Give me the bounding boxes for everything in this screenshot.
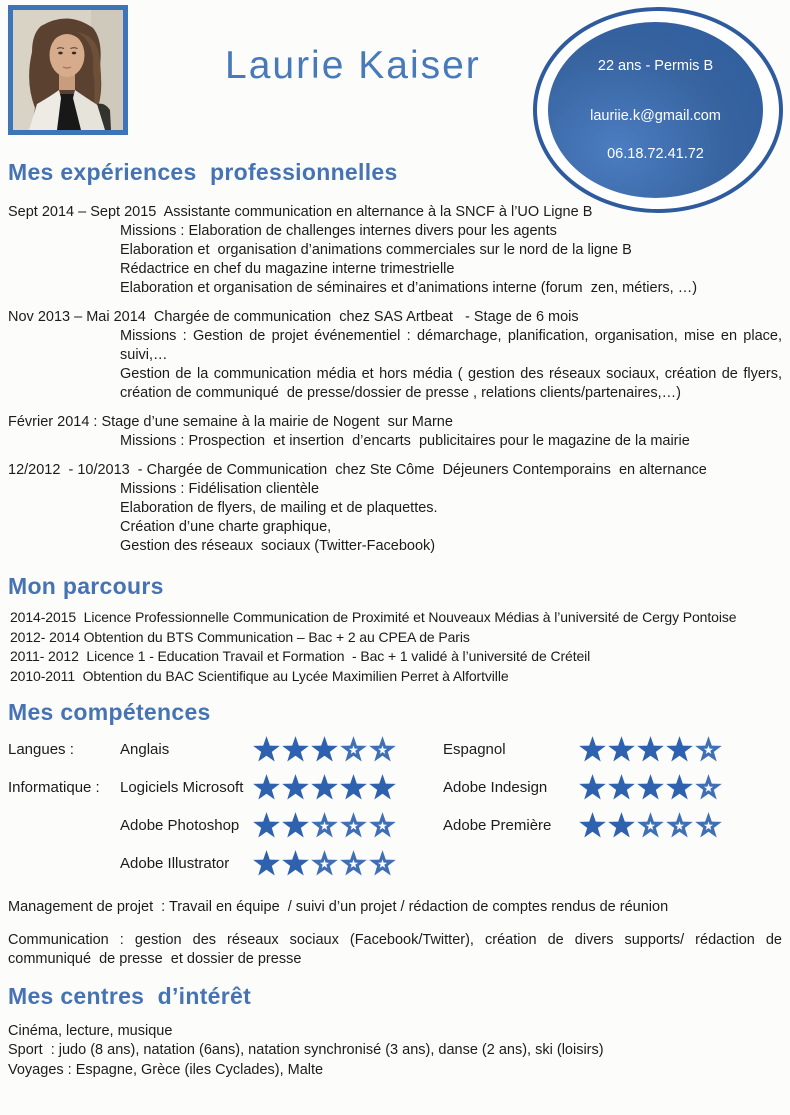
star-filled-icon	[310, 773, 339, 801]
star-semi-icon	[694, 773, 723, 801]
parcours-item: 2011- 2012 Licence 1 - Education Travail et Formation - Bac + 1 validé à l’université de Créteil	[10, 648, 591, 664]
star-filled-icon	[281, 849, 310, 877]
skill-row	[8, 768, 782, 806]
star-filled-icon	[339, 773, 368, 801]
section-title-parcours: Mon parcours	[8, 573, 164, 599]
job-heading: 12/2012 - 10/2013 - Chargée de Communication chez Ste Côme Déjeuners Contemporains en alternance	[8, 462, 707, 478]
star-rating	[578, 773, 723, 801]
interest-item: Cinéma, lecture, musique	[8, 1022, 173, 1039]
skill-label: Adobe Indesign	[443, 778, 548, 796]
contact-age-permit: 22 ans - Permis B	[597, 58, 714, 74]
parcours-item: 2010-2011 Obtention du BAC Scientifique au Lycée Maximilien Perret à Alfortville	[10, 667, 509, 684]
communication-text: Communication : gestion des réseaux sociaux (Facebook/Twitter), création de divers supports/ rédaction de communiqué de presse et dossier de presse	[8, 931, 787, 967]
job-block	[8, 203, 782, 298]
star-semi-icon	[339, 811, 368, 839]
star-filled-icon	[281, 773, 310, 801]
skills-grid	[8, 730, 782, 882]
parcours-item: 2012- 2014 Obtention du BTS Communication – Bac + 2 au CPEA de Paris	[10, 628, 470, 645]
star-filled-icon	[281, 735, 310, 763]
star-filled-icon	[578, 811, 607, 839]
skill-label: Adobe Première	[443, 816, 552, 834]
star-filled-icon	[665, 773, 694, 801]
job-heading: Nov 2013 – Mai 2014 Chargée de communication chez SAS Artbeat - Stage de 6 mois	[8, 309, 579, 325]
job-detail: Missions : Elaboration de challenges internes divers pour les agents	[120, 223, 557, 239]
experience-list	[8, 203, 787, 556]
job-detail: Elaboration et organisation de séminaires et d’animations interne (forum zen, métiers, …)	[120, 280, 698, 296]
star-filled-icon	[578, 773, 607, 801]
skill-label: Logiciels Microsoft	[120, 778, 244, 796]
skill-label: Espagnol	[443, 740, 506, 758]
page-title: Laurie Kaiser	[225, 44, 481, 87]
star-rating	[252, 773, 443, 801]
star-semi-icon	[339, 735, 368, 763]
star-rating	[252, 811, 443, 839]
portrait-photo	[13, 10, 123, 130]
star-rating	[578, 735, 723, 763]
job-detail: Gestion des réseaux sociaux (Twitter-Facebook)	[120, 538, 436, 554]
star-semi-icon	[310, 811, 339, 839]
job-detail: Rédactrice en chef du magazine interne trimestrielle	[120, 261, 455, 277]
job-detail: Missions : Fidélisation clientèle	[120, 481, 320, 497]
section-title-experiences: Mes expériences professionnelles	[8, 159, 398, 185]
job-detail: Missions : Gestion de projet événementiel : démarchage, planification, organisation, mise en place, suivi,…	[120, 328, 787, 363]
star-filled-icon	[252, 811, 281, 839]
job-block	[8, 461, 782, 556]
interests-list	[8, 1022, 782, 1081]
section-title-interests: Mes centres d’intérêt	[8, 982, 252, 1009]
skill-label: Adobe Photoshop	[120, 816, 240, 834]
star-filled-icon	[252, 773, 281, 801]
management-text: Management de projet : Travail en équipe / suivi d’un projet / rédaction de comptes rendus de réunion	[8, 899, 669, 915]
star-rating	[252, 735, 443, 763]
job-heading: Février 2014 : Stage d’une semaine à la mairie de Nogent sur Marne	[8, 414, 453, 430]
cv-content	[0, 158, 790, 1080]
skill-row	[8, 730, 782, 768]
star-semi-icon	[339, 849, 368, 877]
skill-row	[8, 844, 782, 882]
skill-category: Informatique :	[8, 778, 100, 796]
job-detail: Gestion de la communication média et hors média ( gestion des réseaux sociaux, création de flyers, création de communiqué de presse/dossier de presse , relations clients/partenaires,…)	[120, 366, 787, 401]
parcours-item: 2014-2015 Licence Professionnelle Communication de Proximité et Nouveaux Médias à l’université de Cergy Pontoise	[10, 609, 737, 625]
star-filled-icon	[665, 735, 694, 763]
star-filled-icon	[636, 773, 665, 801]
star-filled-icon	[252, 735, 281, 763]
job-block	[8, 308, 787, 403]
star-semi-icon	[310, 849, 339, 877]
section-title-competences: Mes compétences	[8, 699, 211, 725]
interest-item: Sport : judo (8 ans), natation (6ans), natation synchronisé (3 ans), danse (2 ans), ski (loisirs)	[8, 1042, 604, 1058]
star-semi-icon	[694, 811, 723, 839]
skill-row	[8, 806, 782, 844]
parcours-list	[8, 608, 782, 686]
job-block	[8, 413, 782, 451]
star-semi-icon	[368, 735, 397, 763]
star-filled-icon	[636, 735, 665, 763]
star-filled-icon	[368, 773, 397, 801]
star-rating	[252, 849, 443, 877]
contact-phone: 06.18.72.41.72	[607, 146, 704, 162]
skill-label: Anglais	[120, 740, 170, 758]
star-filled-icon	[578, 735, 607, 763]
job-detail: Elaboration de flyers, de mailing et de plaquettes.	[120, 500, 438, 516]
star-semi-icon	[368, 849, 397, 877]
star-semi-icon	[636, 811, 665, 839]
interest-item: Voyages : Espagne, Grèce (iles Cyclades), Malte	[8, 1061, 324, 1078]
star-filled-icon	[281, 811, 310, 839]
star-filled-icon	[607, 811, 636, 839]
job-detail: Création d’une charte graphique,	[120, 519, 332, 535]
star-semi-icon	[694, 735, 723, 763]
skill-label: Adobe Illustrator	[120, 854, 230, 872]
contact-email: lauriie.k@gmail.com	[590, 108, 721, 124]
star-semi-icon	[665, 811, 694, 839]
star-filled-icon	[252, 849, 281, 877]
skill-category: Langues :	[8, 740, 74, 758]
job-heading: Sept 2014 – Sept 2015 Assistante communication en alternance à la SNCF à l’UO Ligne B	[8, 204, 593, 220]
star-rating	[578, 811, 723, 839]
star-semi-icon	[368, 811, 397, 839]
photo-frame	[8, 5, 128, 135]
star-filled-icon	[310, 735, 339, 763]
job-detail: Missions : Prospection et insertion d’encarts publicitaires pour le magazine de la mairie	[120, 433, 690, 449]
job-detail: Elaboration et organisation d’animations commerciales sur le nord de la ligne B	[120, 242, 632, 258]
star-filled-icon	[607, 773, 636, 801]
star-filled-icon	[607, 735, 636, 763]
